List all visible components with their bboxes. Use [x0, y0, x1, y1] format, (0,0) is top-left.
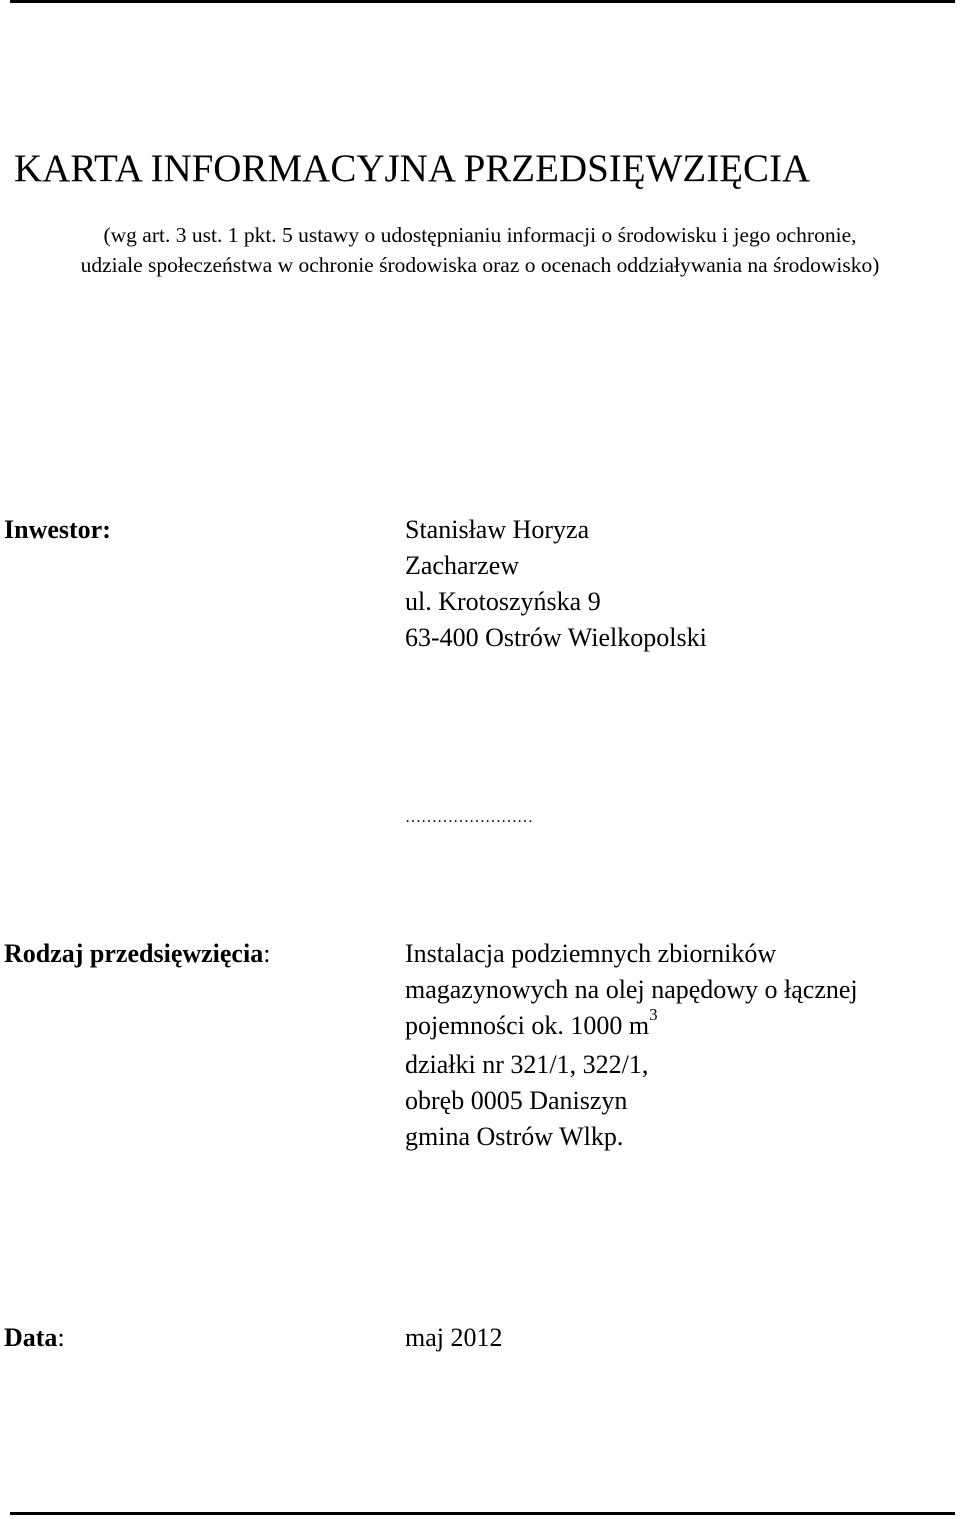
- project-line-3: [405, 1005, 858, 1047]
- separator-dots: ……………………: [405, 809, 533, 826]
- investor-street: ul. Krotoszyńska 9: [405, 587, 601, 616]
- investor-details: [405, 512, 707, 656]
- investor-name: Stanisław Horyza: [405, 515, 590, 544]
- date-label: [4, 1320, 65, 1356]
- project-line-5: obręb 0005 Daniszyn: [405, 1086, 628, 1115]
- investor-label: [4, 512, 111, 548]
- document-title: KARTA INFORMACYJNA PRZEDSIĘWZIĘCIA: [14, 147, 811, 190]
- legal-basis: [20, 220, 940, 280]
- project-line-4: działki nr 321/1, 322/1,: [405, 1050, 649, 1079]
- investor-place: Zacharzew: [405, 551, 520, 580]
- bottom-rule: [10, 1512, 955, 1515]
- top-rule: [10, 0, 955, 3]
- legal-basis-line-2: udziale społeczeństwa w ochronie środowiska oraz o ocenach oddziaływania na środowisko): [80, 253, 880, 277]
- project-line-2: magazynowych na olej napędowy o łącznej: [405, 975, 858, 1004]
- project-line-1: Instalacja podziemnych zbiorników: [405, 939, 777, 968]
- date-value: maj 2012: [405, 1323, 503, 1352]
- legal-basis-line-1: (wg art. 3 ust. 1 pkt. 5 ustawy o udostępnianiu informacji o środowisku i jego ochronie,: [103, 223, 857, 247]
- date-label-colon: :: [57, 1323, 65, 1352]
- project-type-label-text: Rodzaj przedsięwzięcia: [4, 939, 264, 968]
- project-details: [405, 936, 858, 1155]
- project-line-6: gmina Ostrów Wlkp.: [405, 1122, 624, 1151]
- investor-label-text: Inwestor:: [4, 515, 111, 544]
- project-type-label: [4, 936, 270, 972]
- investor-city: 63-400 Ostrów Wielkopolski: [405, 623, 707, 652]
- cubic-superscript: 3: [649, 1005, 658, 1024]
- project-capacity: pojemności ok. 1000 m: [405, 1011, 650, 1040]
- project-type-label-colon: :: [263, 939, 271, 968]
- date-label-text: Data: [4, 1323, 58, 1352]
